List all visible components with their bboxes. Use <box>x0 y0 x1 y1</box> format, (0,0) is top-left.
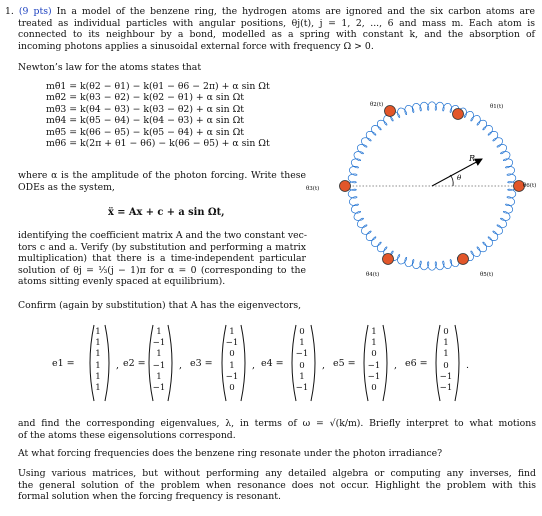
vector-entry: 1 <box>229 360 235 371</box>
vector-entry: 1 <box>95 338 101 349</box>
equation-4: mθ̈4 = k(θ5 − θ4) − k(θ4 − θ3) + α sin Ωt <box>46 115 245 127</box>
vector-entry: 1 <box>95 360 101 371</box>
vector-entry: 1 <box>443 338 449 349</box>
problem-intro <box>5 6 535 52</box>
vector-entry: 0 <box>443 327 449 337</box>
eigenvector-5 <box>366 327 382 394</box>
final-line-1: Using various matrices, but without performing any detailed algebra or computing any inverses, find <box>18 468 536 479</box>
carbon-atom-2 <box>385 106 396 117</box>
eigenvalue-paragraph <box>18 418 536 441</box>
right-paren <box>103 324 115 402</box>
eigenvector-label-1: e1 = <box>52 358 75 369</box>
eigenvectors-row <box>0 324 542 406</box>
newton-intro: Newton’s law for the atoms states that <box>18 62 202 73</box>
intro-line-2: treated as individual particles with angular positions, θj(t), j = 1, 2, ..., 6 and mass m. Each atom is <box>18 17 535 29</box>
newton-equations <box>46 81 270 149</box>
theta5-label: θ5(t) <box>480 272 494 278</box>
eigenvector-4 <box>294 327 310 394</box>
carbon-atom-3 <box>340 181 351 192</box>
theta6-label: θ6(t) <box>523 183 537 189</box>
vector-entry: 1 <box>371 338 377 349</box>
vector-entry: 0 <box>371 349 377 360</box>
eigenvector-3 <box>224 327 240 394</box>
intro-line-3: connected to its neighbour by a bond, modelled as a spring with constant k, and the absorption of <box>18 29 535 41</box>
identify-line-4: solution of θj = ⅓(j − 1)π for α = 0 (corresponding to the <box>18 264 306 276</box>
vector-entry: −1 <box>225 338 239 349</box>
vector-separator: . <box>466 360 470 371</box>
right-paren <box>309 324 321 402</box>
vector-entry: 1 <box>443 349 449 360</box>
eigenvector-2 <box>151 327 167 394</box>
theta4-label: θ4(t) <box>366 272 380 278</box>
vector-entry: −1 <box>152 338 166 349</box>
alpha-description <box>18 170 306 193</box>
vector-entry: 0 <box>443 360 449 371</box>
theta3-label: θ3(t) <box>306 186 320 192</box>
problem-number: 1. <box>5 6 14 17</box>
equation-2: mθ̈2 = k(θ3 − θ2) − k(θ2 − θ1) + α sin Ωt <box>46 92 245 104</box>
equation-3: mθ̈3 = k(θ4 − θ3) − k(θ3 − θ2) + α sin Ωt <box>46 103 245 115</box>
vector-entry: 1 <box>95 349 101 360</box>
final-line-3: formal solution when the forcing frequency is resonant. <box>18 491 281 503</box>
eigenvector-label-4: e4 = <box>261 358 284 369</box>
theta2-label: θ2(t) <box>370 102 384 108</box>
eigenvector-label-5: e5 = <box>333 358 356 369</box>
vector-entry: 1 <box>371 327 377 337</box>
eigenvalue-line-2: of the atoms these eigensolutions correspond. <box>18 429 236 441</box>
eigenvalue-line-1: and find the corresponding eigenvalues, λ, in terms of ω = √(k/m). Briefly interpret to what motions <box>18 418 536 429</box>
eigenvector-label-3: e3 = <box>190 358 213 369</box>
equation-5: mθ̈5 = k(θ6 − θ5) − k(θ5 − θ4) + α sin Ωt <box>46 126 245 138</box>
vector-entry: 1 <box>229 327 235 337</box>
vector-entry: −1 <box>367 360 381 371</box>
carbon-atom-5 <box>458 254 469 265</box>
radius-label: R <box>469 154 476 163</box>
equation-6: mθ̈6 = k(2π + θ1 − θ6) − k(θ6 − θ5) + α sin Ωt <box>46 138 270 150</box>
vector-entry: −1 <box>225 371 239 382</box>
vector-entry: −1 <box>367 371 381 382</box>
angle-arc <box>450 175 453 186</box>
vector-entry: −1 <box>295 383 309 394</box>
vector-entry: −1 <box>439 371 453 382</box>
angle-label: θ <box>457 174 462 182</box>
identify-line-3: multiplication) that there is a time-independent particular <box>18 253 306 265</box>
problem-points: (9 pts) <box>18 6 52 17</box>
identify-line-2: tors c and a. Verify (by substitution and performing a matrix <box>18 241 306 253</box>
vector-entry: 1 <box>299 338 305 349</box>
vector-entry: 1 <box>95 327 101 337</box>
carbon-atom-1 <box>453 109 464 120</box>
eigenvector-label-2: e2 = <box>123 358 146 369</box>
alpha-line-2: ODEs as the system, <box>18 181 115 193</box>
identify-line-1: identifying the coefficient matrix A and the two constant vec- <box>18 230 307 241</box>
carbon-atom-4 <box>383 254 394 265</box>
right-paren <box>453 324 465 402</box>
identify-line-5: atoms sitting evenly spaced at equilibrium). <box>18 276 226 288</box>
vector-entry: 1 <box>95 383 101 394</box>
vector-separator: , <box>179 360 183 371</box>
vector-entry: 1 <box>299 371 305 382</box>
vector-entry: −1 <box>152 360 166 371</box>
right-paren <box>381 324 393 402</box>
vector-entry: 1 <box>156 349 162 360</box>
eigenvector-6 <box>438 327 454 394</box>
vector-entry: −1 <box>439 383 453 394</box>
identify-paragraph <box>18 230 306 288</box>
vector-separator: , <box>252 360 256 371</box>
final-paragraph <box>18 468 536 503</box>
intro-text-1: In a model of the benzene ring, the hydrogen atoms are ignored and the six carbon atoms are <box>56 6 535 17</box>
theta1-label: θ1(t) <box>490 104 504 110</box>
equation-1: mθ̈1 = k(θ2 − θ1) − k(θ1 − θ6 − 2π) + α sin Ωt <box>46 81 270 92</box>
vector-entry: −1 <box>152 383 166 394</box>
vector-entry: 0 <box>299 327 305 337</box>
eigenvector-label-6: e6 = <box>405 358 428 369</box>
right-paren <box>239 324 251 402</box>
alpha-line-1: where α is the amplitude of the photon forcing. Write these <box>18 170 306 181</box>
final-line-2: the general solution of the problem when resonance does not occur. Highlight the problem with this <box>18 479 536 491</box>
right-paren <box>166 324 178 402</box>
vector-entry: 0 <box>229 383 235 394</box>
vector-entry: 0 <box>299 360 305 371</box>
confirm-line: Confirm (again by substitution) that A has the eigenvectors, <box>18 300 302 311</box>
vector-entry: 1 <box>156 327 162 337</box>
benzene-ring-diagram <box>300 64 542 294</box>
carbon-atoms <box>340 106 525 265</box>
vector-entry: 1 <box>95 371 101 382</box>
vector-entry: 1 <box>156 371 162 382</box>
system-equation: ẍ = Ax + c + a sin Ωt, <box>108 207 225 218</box>
vector-entry: 0 <box>229 349 235 360</box>
vector-separator: , <box>394 360 398 371</box>
vector-separator: , <box>116 360 120 371</box>
vector-separator: , <box>322 360 326 371</box>
intro-line-1 <box>5 6 535 18</box>
vector-entry: −1 <box>295 349 309 360</box>
vector-entry: 0 <box>371 383 377 394</box>
intro-line-4: incoming photons applies a sinusoidal external force with frequency Ω > 0. <box>18 40 374 52</box>
resonance-question: At what forcing frequencies does the benzene ring resonate under the photon irradiance? <box>18 448 443 459</box>
